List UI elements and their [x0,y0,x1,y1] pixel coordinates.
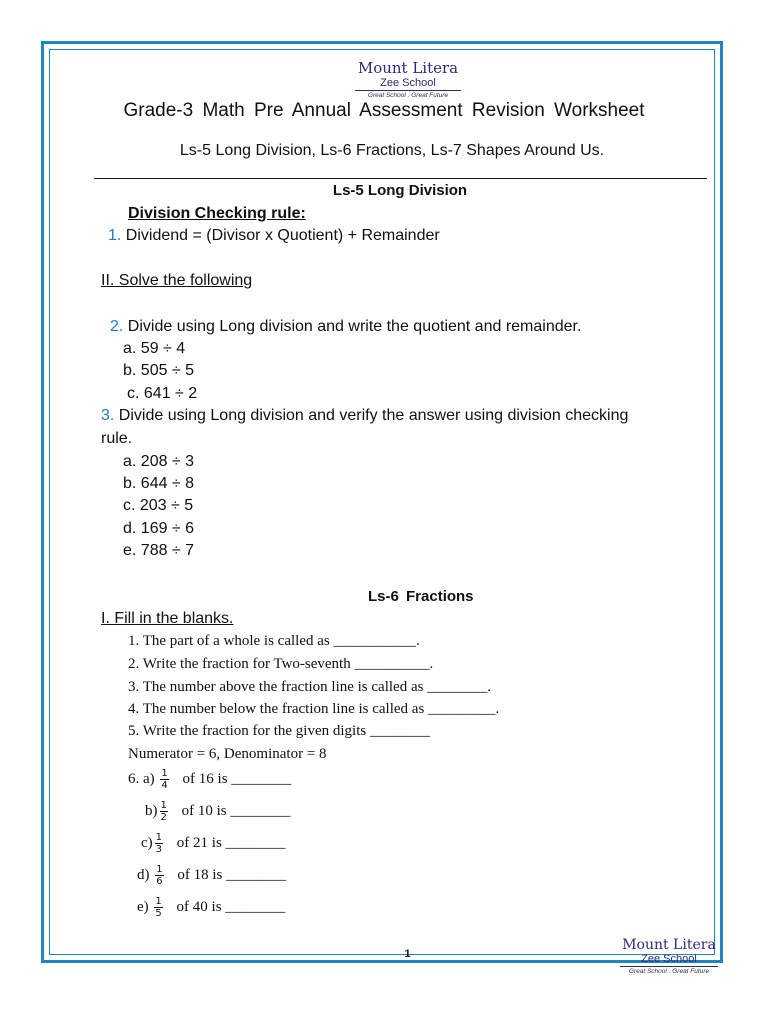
part-2-heading: II. Solve the following [101,272,253,289]
logo-bottom-tagline: Great School . Great Future [628,968,710,975]
q3-item-d: d. 169 ÷ 6 [123,520,195,537]
q2-item-a: a. 59 ÷ 4 [123,340,186,357]
fraction-one-quarter: $\frac{1}{4}$ [161,768,168,791]
logo-sub: Zee School [380,77,436,89]
question-2-number: 2. [110,318,124,335]
school-logo-bottom [614,937,724,976]
logo-divider [355,90,461,91]
fraction-one-sixth: $\frac{1}{6}$ [156,864,163,887]
logo-bottom-divider [620,966,718,967]
q3-item-a: a. 208 ÷ 3 [123,453,195,470]
q6-item-d [137,864,286,887]
worksheet-subtitle: Ls-5 Long Division, Ls-6 Fractions, Ls-7 Shapes Around Us. [179,142,605,159]
q3-item-b: b. 644 ÷ 8 [123,475,195,492]
q6-e-text: of 40 is ________ [176,898,286,915]
q6-item-b [145,800,290,823]
fraction-one-third: $\frac{1}{3}$ [155,832,163,855]
question-1-text: Dividend = (Divisor x Quotient) + Remainder [125,227,440,244]
q6-e-label: e) [137,898,149,915]
logo-bottom-name: Mount Litera [622,937,716,953]
fill-item-5-digits: Numerator = 6, Denominator = 8 [128,746,327,762]
q6-item-a [128,768,291,791]
q6-d-text: of 18 is ________ [177,866,287,883]
fill-item-1: 1. The part of a whole is called as ___________. [128,633,420,649]
q3-item-e: e. 788 ÷ 7 [123,542,195,559]
q2-item-c: c. 641 ÷ 2 [127,385,198,402]
q2-item-b: b. 505 ÷ 5 [123,362,195,379]
logo-bottom-sub: Zee School [641,953,697,965]
header-divider [94,178,707,179]
q6-d-label: d) [137,866,150,883]
question-3-number: 3. [101,407,115,424]
page-number: 1 [404,948,411,960]
question-1-number: 1. [108,227,122,244]
fraction-one-fifth: $\frac{1}{5}$ [155,896,162,919]
worksheet-title: Grade-3 Math Pre Annual Assessment Revision Worksheet [123,100,645,121]
question-1 [108,227,440,245]
q6-c-text: of 21 is ________ [176,834,286,851]
q6-b-text: of 10 is ________ [181,802,291,819]
fill-item-4: 4. The number below the fraction line is called as _________. [128,701,500,717]
q6-b-label: b) [145,802,158,819]
fill-item-5: 5. Write the fraction for the given digits ________ [128,723,430,739]
q6-a-label: 6. a) [128,770,155,787]
q6-a-text: of 16 is ________ [182,770,292,787]
question-3 [101,407,628,425]
logo-tagline: Great School . Great Future [367,92,449,99]
school-logo-top [349,60,467,100]
fraction-one-half: $\frac{1}{2}$ [160,800,167,823]
division-rule-heading: Division Checking rule: [128,205,306,222]
question-2-text: Divide using Long division and write the quotient and remainder. [127,318,582,335]
q6-item-e [137,896,285,919]
q6-item-c [141,832,286,855]
question-3-text: Divide using Long division and verify the answer using division checking [114,407,629,424]
question-2 [110,318,581,336]
section-title-ls6: Ls-6 Fractions [368,588,474,605]
section-title-ls5: Ls-5 Long Division [332,182,468,199]
part-1-heading: I. Fill in the blanks. [101,610,234,627]
q3-item-c: c. 203 ÷ 5 [123,497,194,514]
logo-name: Mount Litera [357,59,459,77]
fill-item-3: 3. The number above the fraction line is called as ________. [128,679,491,695]
fill-item-2: 2. Write the fraction for Two-seventh __________. [128,656,434,672]
question-3-text-cont: rule. [101,430,133,447]
q6-c-label: c) [141,834,153,851]
